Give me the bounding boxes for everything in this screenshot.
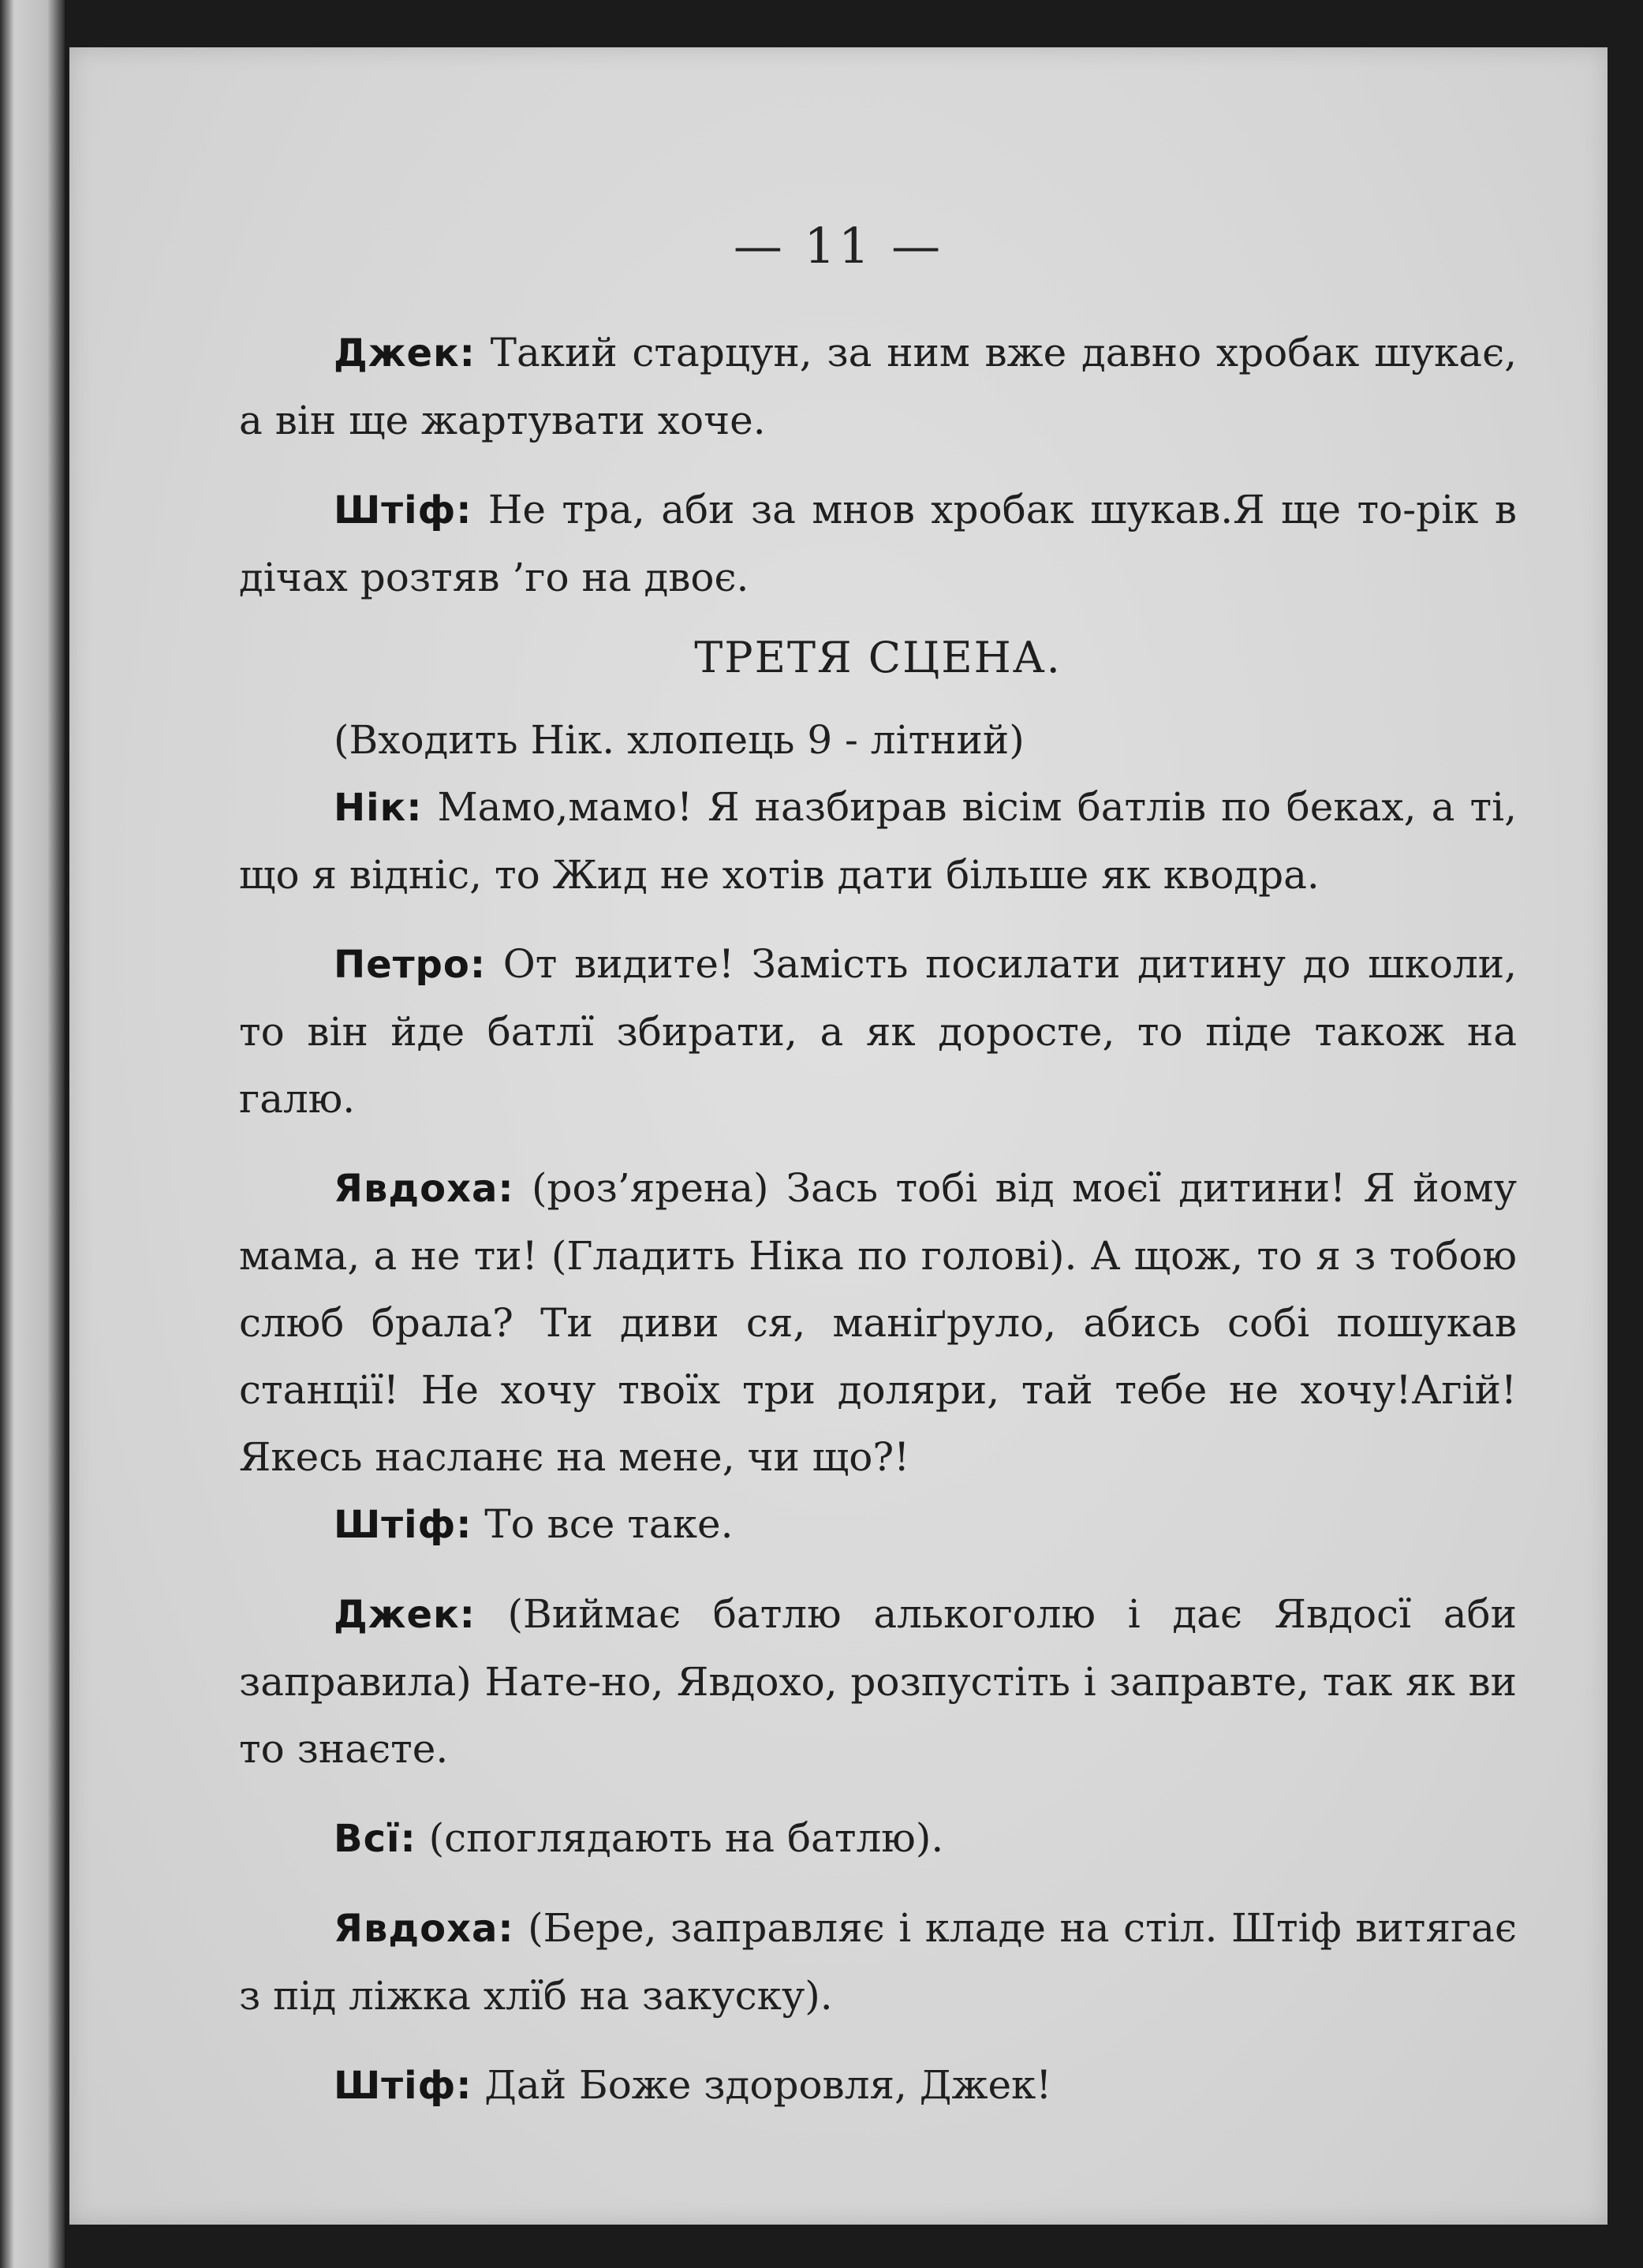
speaker-name: Штіф: [334,1503,472,1547]
line-text: Мамо,мамо! Я назбирав вісім батлів по беках, а ті, що я відніс, то Жид не хотів дати більше як кводра. [239,784,1517,898]
line-text: (Бере, заправляє і кладе на стіл. Штіф витягає з під ліжка хлїб на закуску). [239,1905,1517,2019]
line-text: От видите! Замість посилати дитину до школи, то він йде батлї збирати, а як дороcте, то піде також на галю. [239,941,1517,1122]
line-text: (споглядають на батлю). [416,1815,944,1861]
line-text: Не тра, аби за мнов хробак шукав.Я ще то-рік в дічах розтяв ’го на двоє. [239,487,1517,600]
dialogue-line [239,1895,1517,2030]
dialogue-line [239,931,1517,1133]
dialogue-line [239,1581,1517,1783]
speaker-name: Петро: [334,943,487,987]
speaker-name: Явдоха: [334,1167,514,1211]
speaker-name: Всї: [334,1817,416,1861]
speaker-name: Явдоха: [334,1907,514,1951]
stage-direction: (Входить Нік. хлопець 9 - літний) [334,717,1025,763]
line-text: (роз’ярена) Зась тобі від моєї дитини! Я йому мама, а не ти! (Гладить Ніка по голові). А щож, то я з тобою слюб брала? Ти диви ся, маніґруло, абись собі пошукав станції! Не хочу твоїх три доляри, тай тебе не хочу!Агій! Якесь насланє на мене, чи що?! [239,1165,1517,1480]
line-text: То все таке. [472,1501,734,1547]
dialogue-line [239,774,1517,909]
book-page [69,47,1608,2225]
dialogue-line [239,1805,1517,1873]
dialogue-line [239,1155,1517,1491]
line-text: Дай Боже здоровля, Джек! [472,2062,1052,2108]
dialogue-line [239,1491,1517,1559]
scene-heading: ТРЕТЯ СЦЕНА. [694,633,1062,682]
line-text: (Виймає батлю алькоголю і дає Явдосї аби заправила) Нате-но, Явдохо, розпустіть і заправте, так як ви то знаєте. [239,1591,1517,1772]
speaker-name: Штіф: [334,2064,472,2108]
adjacent-page-edge [0,0,65,2268]
dialogue-line [239,319,1517,454]
speaker-name: Штіф: [334,488,472,532]
line-text: Такий старцун, за ним вже давно хробак шукає, а він ще жартувати хоче. [239,330,1517,443]
page-text [239,319,1517,2120]
dialogue-line [239,476,1517,611]
page-number: — 11 — [733,217,944,275]
dialogue-line [239,2052,1517,2120]
speaker-name: Нік: [334,786,423,830]
speaker-name: Джек: [334,331,476,376]
speaker-name: Джек: [334,1593,476,1637]
